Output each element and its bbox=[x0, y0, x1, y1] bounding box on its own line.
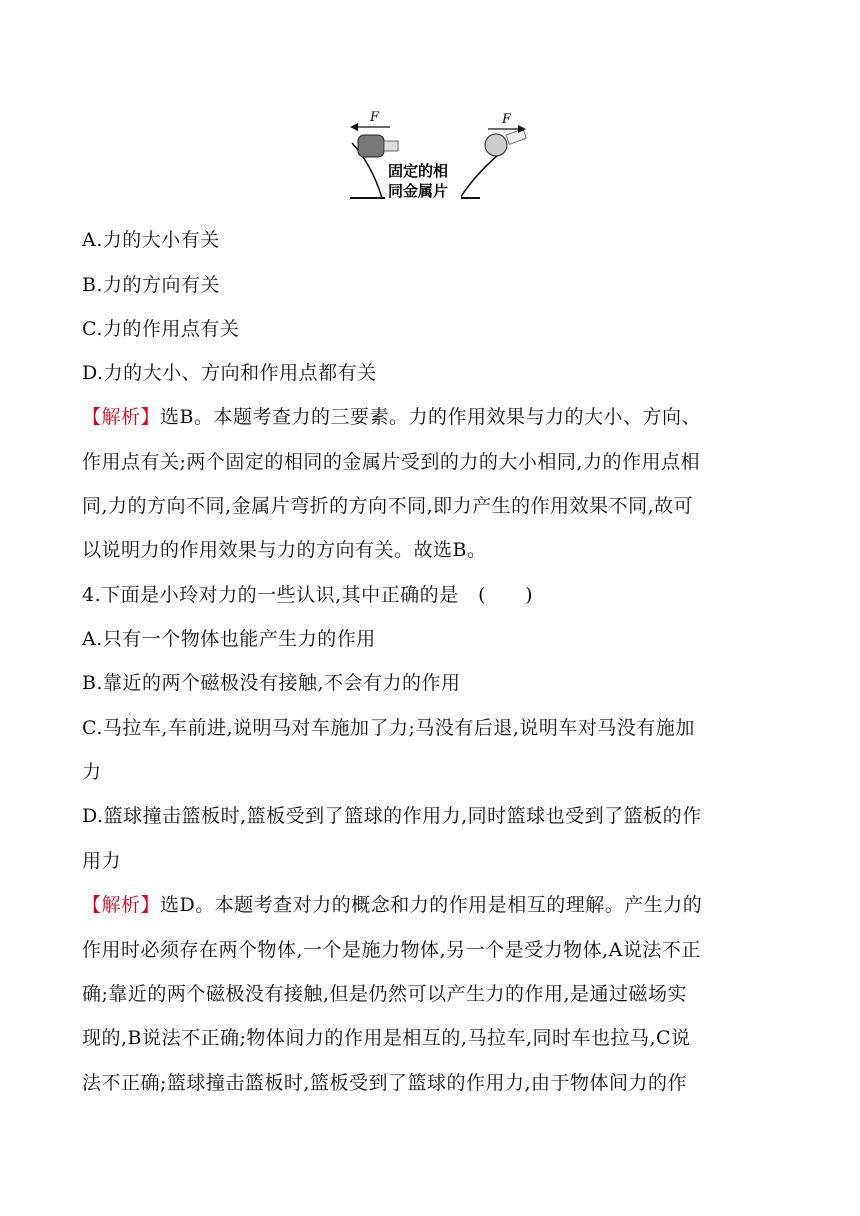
q3-analysis-text-1: 选B。本题考查力的三要素。力的作用效果与力的大小、方向、 bbox=[160, 406, 701, 428]
q4-analysis-line-2: 作用时必须存在两个物体,一个是施力物体,另一个是受力物体,A说法不正 bbox=[82, 939, 701, 961]
strip-label-line2: 同金属片 bbox=[388, 182, 449, 200]
q3-option-c: C.力的作用点有关 bbox=[82, 318, 240, 340]
q4-option-b: B.靠近的两个磁极没有接触,不会有力的作用 bbox=[82, 672, 461, 694]
q3-analysis-line-2: 作用点有关;两个固定的相同的金属片受到的力的大小相同,力的作用点相 bbox=[82, 451, 700, 473]
right-fist-icon bbox=[485, 129, 526, 156]
left-fist-icon bbox=[358, 135, 398, 157]
right-strip bbox=[460, 155, 498, 198]
q4-analysis-line-1 bbox=[82, 890, 702, 920]
q4-analysis-line-4: 现的,B说法不正确;物体间力的作用是相互的,马拉车,同时车也拉马,C说 bbox=[82, 1027, 691, 1049]
q4-option-d-line-2: 用力 bbox=[82, 850, 122, 872]
q3-option-d: D.力的大小、方向和作用点都有关 bbox=[82, 362, 377, 384]
q3-option-b: B.力的方向有关 bbox=[82, 274, 221, 296]
metal-strips-figure bbox=[330, 105, 530, 205]
q3-analysis-line-3: 同,力的方向不同,金属片弯折的方向不同,即力产生的作用效果不同,故可 bbox=[82, 495, 694, 517]
q4-analysis-tag: 【解析】 bbox=[82, 894, 161, 916]
q4-option-d-line-1: D.篮球撞击篮板时,篮板受到了篮球的作用力,同时篮球也受到了篮板的作 bbox=[82, 805, 702, 827]
q4-option-a: A.只有一个物体也能产生力的作用 bbox=[82, 628, 376, 650]
left-force-label: F bbox=[370, 110, 380, 125]
strip-label-line1: 固定的相 bbox=[388, 162, 449, 180]
q3-analysis-line-1 bbox=[82, 402, 701, 432]
q4-option-c-line-2: 力 bbox=[82, 761, 102, 783]
q3-analysis-tag: 【解析】 bbox=[82, 406, 161, 428]
right-force-label: F bbox=[502, 112, 512, 127]
metal-strips-diagram bbox=[330, 105, 530, 205]
q4-analysis-text-1: 选D。本题考查对力的概念和力的作用是相互的理解。产生力的 bbox=[160, 894, 703, 916]
q4-analysis-line-3: 确;靠近的两个磁极没有接触,但是仍然可以产生力的作用,是通过磁场实 bbox=[82, 983, 687, 1005]
q3-analysis-line-4: 以说明力的作用效果与力的方向有关。故选B。 bbox=[82, 539, 487, 561]
q4-stem: 4.下面是小玲对力的一些认识,其中正确的是 ( ) bbox=[82, 584, 533, 606]
q4-option-c-line-1: C.马拉车,车前进,说明马对车施加了力;马没有后退,说明车对马没有施加 bbox=[82, 717, 695, 739]
q3-option-a: A.力的大小有关 bbox=[82, 229, 220, 251]
q4-analysis-line-5: 法不正确;篮球撞击篮板时,篮板受到了篮球的作用力,由于物体间力的作 bbox=[82, 1072, 687, 1094]
